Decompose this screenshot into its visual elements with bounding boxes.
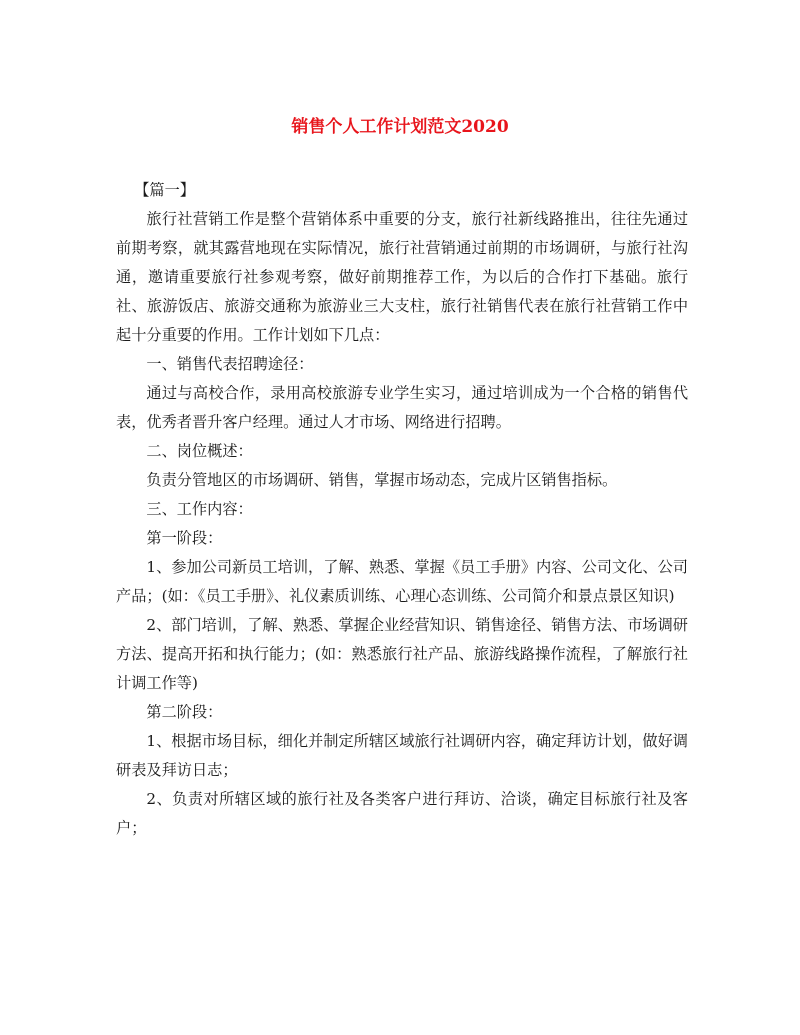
document-body [116, 176, 688, 843]
paragraph-stage-two-item-1: 1、根据市场目标，细化并制定所辖区域旅行社调研内容，确定拜访计划，做好调研表及拜访日志； [116, 732, 688, 779]
paragraph-stage-one-item-2: 2、部门培训，了解、熟悉、掌握企业经营知识、销售途径、销售方法、市场调研方法、提高开拓和执行能力；(如：熟悉旅行社产品、旅游线路操作流程，了解旅行社计调工作等) [116, 616, 688, 692]
paragraph-intro: 旅行社营销工作是整个营销体系中重要的分支，旅行社新线路推出，往往先通过前期考察，就其露营地现在实际情况，旅行社营销通过前期的市场调研，与旅行社沟通，邀请重要旅行社参观考察，做好前期推荐工作，为以后的合作打下基础。旅行社、旅游饭店、旅游交通称为旅游业三大支柱，旅行社销售代表在旅行社营销工作中起十分重要的作用。工作计划如下几点： [116, 210, 688, 344]
heading-recruitment: 一、销售代表招聘途径： [146, 355, 314, 373]
heading-stage-two: 第二阶段： [146, 703, 223, 721]
heading-position: 二、岗位概述： [146, 442, 253, 460]
document-title: 销售个人工作计划范文2020 [291, 117, 509, 137]
paragraph-stage-one-item-1: 1、参加公司新员工培训，了解、熟悉、掌握《员工手册》内容、公司文化、公司产品；(如：《员工手册》、礼仪素质训练、心理心态训练、公司简介和景点景区知识) [116, 558, 688, 605]
paragraph-stage-two-item-2: 2、负责对所辖区域的旅行社及各类客户进行拜访、洽谈，确定目标旅行社及客户； [116, 790, 688, 837]
paragraph-position: 负责分管地区的市场调研、销售，掌握市场动态，完成片区销售指标。 [146, 471, 618, 489]
heading-stage-one: 第一阶段： [146, 529, 223, 547]
heading-work-content: 三、工作内容： [146, 500, 253, 518]
paragraph-recruitment: 通过与高校合作，录用高校旅游专业学生实习，通过培训成为一个合格的销售代表，优秀者晋升客户经理。通过人才市场、网络进行招聘。 [116, 384, 688, 431]
section-label: 【篇一】 [134, 181, 195, 199]
